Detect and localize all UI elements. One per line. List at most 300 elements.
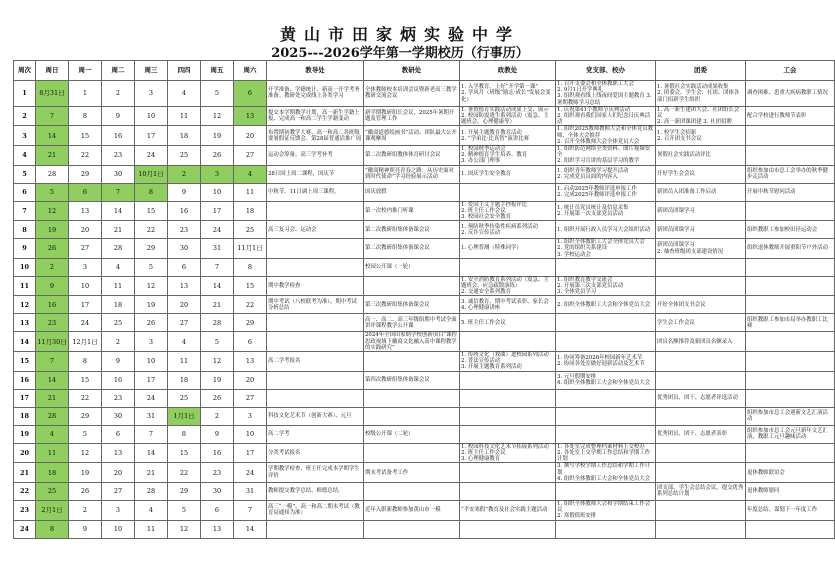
day-cell: 12 [135, 276, 168, 296]
table-row [14, 239, 835, 259]
day-cell: 26 [201, 389, 234, 407]
day-cell: 3 [201, 165, 234, 183]
dangzhi-cell: 1. 协同筹备2026年校园新年艺术节 2. 协同各处室做好迎新活动及艺术节 [556, 352, 656, 372]
gonghui-cell [746, 371, 835, 389]
jiaoyan-cell: 第四次教研组集体备课会议 [364, 371, 460, 389]
day-cell: 11 [168, 352, 201, 372]
table-row [14, 389, 835, 407]
table-row [14, 106, 835, 126]
tuanwei-cell [656, 407, 746, 425]
tuanwei-cell: 新团员入团准备工作启动 [656, 183, 746, 201]
day-cell: 5 [135, 258, 168, 276]
tuanwei-cell: 1. 高一新生建团大会、社团组长会议 2. 高一新团课团建 3. 社团招聘 [656, 106, 746, 126]
week-number: 13 [14, 314, 36, 332]
table-row [14, 425, 835, 443]
jiaoyan-cell [364, 520, 460, 538]
table-row [14, 81, 835, 107]
day-cell: 15 [69, 371, 102, 389]
dangzhi-cell: 3. 撰写学校学期工作总结和学期工作计划 4. 组织全体教职工大会和全体党员大会 [556, 463, 656, 483]
table-row [14, 352, 835, 372]
dangzhi-cell [556, 314, 656, 332]
gonghui-cell: 调查困难、患重大疾病教职工情况 [746, 81, 835, 107]
day-cell: 25 [168, 146, 201, 166]
day-cell: 8 [36, 520, 69, 538]
day-cell: 13 [201, 520, 234, 538]
week-number: 2 [14, 106, 36, 126]
day-cell: 11月30日 [36, 332, 69, 352]
table-row [14, 258, 835, 276]
tuanwei-cell: 新团员团课学习 2. 抽查班级团支部建设情况 [656, 239, 746, 259]
gonghui-cell: 开展中秋节慰问活动 [746, 183, 835, 201]
calendar-table [13, 60, 835, 539]
zhengjiao-cell: 1. 国庆学生安全教育 [460, 165, 556, 183]
day-cell: 31 [135, 407, 168, 425]
day-cell: 16 [168, 201, 201, 221]
jiaoyan-cell: 校园公开课（一轮） [364, 258, 460, 276]
gonghui-cell [746, 520, 835, 538]
day-cell: 14 [102, 201, 135, 221]
dangzhi-cell: 1. 各处室完成整理档案材料上交校办 2. 各处室上交学期工作总结和学期工作计划 [556, 443, 656, 463]
day-cell: 23 [102, 146, 135, 166]
day-cell: 14 [36, 126, 69, 146]
day-cell: 11 [36, 443, 69, 463]
day-cell: 14 [36, 371, 69, 389]
day-cell: 15 [234, 276, 267, 296]
day-cell: 17 [135, 371, 168, 389]
column-header: 周日 [36, 61, 69, 81]
zhengjiao-cell: 1. 暑假德育实践活动成果上交、展示 2. 校园防震逃生系列活动（震急、主题班会、心理健康等） [460, 106, 556, 126]
day-cell: 9 [201, 425, 234, 443]
dangzhi-cell: 1. 召开支委会和全体教职工大会 2. 9月1日开学典礼 3. 组织观看线上线夜间爱国主题教育 3. 暑期教师学习总结 [556, 81, 656, 107]
table-row [14, 500, 835, 520]
day-cell: 9 [102, 106, 135, 126]
zhengjiao-cell [460, 463, 556, 483]
jiaoyan-cell: 第二次教研组集体备课会议 [364, 221, 460, 239]
day-cell: 12 [36, 201, 69, 221]
day-cell: 4 [168, 332, 201, 352]
day-cell: 5 [168, 500, 201, 520]
day-cell: 28 [36, 407, 69, 425]
week-number: 23 [14, 500, 36, 520]
tuanwei-cell [656, 500, 746, 520]
zhengjiao-cell: 3. 诚信教育、期中考试表彰、家长会 4. 心理健康讲座 [460, 296, 556, 314]
table-row [14, 221, 835, 239]
day-cell: 13 [102, 443, 135, 463]
day-cell: 22 [69, 146, 102, 166]
zhengjiao-cell: 1. 入学教育，上好“开学第一课” 2. 学风月（班级“励志·成长”发展会变化） [460, 81, 556, 107]
zhengjiao-cell: 1. 开展主题教育教育活动 2. “学弟比·比真智”演讲比赛 [460, 126, 556, 146]
table-row [14, 407, 835, 425]
day-cell: 25 [168, 389, 201, 407]
day-cell: 26 [135, 314, 168, 332]
column-header: 周三 [135, 61, 168, 81]
day-cell: 12 [69, 443, 102, 463]
day-cell: 17 [135, 126, 168, 146]
zhengjiao-cell: “平安寒假”教育及社会实践主题活动 [460, 500, 556, 520]
jiaoyan-cell [364, 443, 460, 463]
dangzhi-cell [556, 482, 656, 500]
column-header: 教研处 [364, 61, 460, 81]
tuanwei-cell: 学生会工作会议 [656, 314, 746, 332]
day-cell: 18 [168, 126, 201, 146]
day-cell: 6 [102, 425, 135, 443]
dangzhi-cell: 1. 统计员党员统计及信息采集 2. 开展第一次支部党员活动 [556, 201, 656, 221]
week-number: 6 [14, 183, 36, 201]
dangzhi-cell: 1. 组织青年教师学习提升活动 2. 完成党员员面的内容入 [556, 165, 656, 183]
day-cell: 27 [234, 389, 267, 407]
dangzhi-cell [556, 520, 656, 538]
day-cell: 7 [36, 352, 69, 372]
tuanwei-cell: 新团员团课学习 [656, 201, 746, 221]
gonghui-cell [746, 201, 835, 221]
day-cell: 20 [168, 296, 201, 314]
day-cell: 3 [135, 81, 168, 107]
zhengjiao-cell [460, 520, 556, 538]
jiaodao-cell [267, 389, 364, 407]
day-cell: 12月1日 [69, 332, 102, 352]
day-cell: 6 [201, 500, 234, 520]
dangzhi-cell: 1. 庆祝第41个教师节庆典活动 2. 组织观看我们国家人们纪念日庆典活动 [556, 106, 656, 126]
tuanwei-cell: 开好学生会会议 [656, 165, 746, 183]
day-cell: 19 [36, 221, 69, 239]
tuanwei-cell: 1. 暑假社会实践活动成果收集 2. 团委会、学生会、社团、团体各部门招新学生组织 [656, 81, 746, 107]
tuanwei-cell [656, 371, 746, 389]
day-cell: 11 [234, 183, 267, 201]
day-cell: 25 [234, 221, 267, 239]
jiaodao-cell [267, 258, 364, 276]
jiaodao-cell: 期中考试（八校联考为准）、期中考试分析总结 [267, 296, 364, 314]
table-row [14, 201, 835, 221]
day-cell: 2 [102, 81, 135, 107]
day-cell: 6 [234, 81, 267, 107]
column-header: 政教处 [460, 61, 556, 81]
week-number: 24 [14, 520, 36, 538]
week-number: 22 [14, 482, 36, 500]
zhengjiao-cell: 1. 校园科技文化艺术节拓展系列活动 2. 班主任工作会议 3. 心理健康教育 [460, 443, 556, 463]
day-cell: 4 [102, 258, 135, 276]
gonghui-cell: 年度总结、谋划下一年度工作 [746, 500, 835, 520]
week-number: 10 [14, 258, 36, 276]
zhengjiao-cell [460, 258, 556, 276]
column-header: 周二 [102, 61, 135, 81]
dangzhi-cell [556, 407, 656, 425]
day-cell: 6 [234, 332, 267, 352]
dangzhi-cell: 1. 组织全体教师大会和学期结束工作会议 2. 寒假值班安排 [556, 500, 656, 520]
jiaodao-cell: 高三复习会、运动会 [267, 221, 364, 239]
day-cell: 29 [69, 165, 102, 183]
table-row [14, 296, 835, 314]
day-cell: 9 [36, 276, 69, 296]
gonghui-cell: 组织退休教师开展重阳节户外活动 [746, 239, 835, 259]
jiaodao-cell: 教师提交教学总结、师德总结。 [267, 482, 364, 500]
jiaodao-cell: 中秋节、11日调上周三课程。 [267, 183, 364, 201]
gonghui-cell [746, 296, 835, 314]
day-cell: 21 [102, 221, 135, 239]
day-cell: 29 [135, 239, 168, 259]
day-cell: 24 [69, 314, 102, 332]
dangzhi-cell: 1. 组织防范网络全类资料、图片视频安全 2. 组织学习宣讲的基层学习的教学 [556, 146, 656, 166]
day-cell: 5 [69, 425, 102, 443]
day-cell: 10 [135, 106, 168, 126]
jiaoyan-cell: 期末考试备考工作 [364, 463, 460, 483]
week-number: 7 [14, 201, 36, 221]
table-row [14, 146, 835, 166]
day-cell: 31 [201, 239, 234, 259]
table-row [14, 126, 835, 146]
column-header: 团委 [656, 61, 746, 81]
table-row [14, 371, 835, 389]
day-cell: 31 [234, 482, 267, 500]
week-number: 17 [14, 389, 36, 407]
column-header: 工会 [746, 61, 835, 81]
day-cell: 2月1日 [36, 500, 69, 520]
column-header: 四四 [168, 61, 201, 81]
week-number: 16 [14, 371, 36, 389]
jiaoyan-cell: 第二次教研组集体备课会议 [364, 239, 460, 259]
jiaoyan-cell: 高一、高二、高三年级组期中考试全面讲评课程教学公开课 [364, 314, 460, 332]
week-number: 19 [14, 425, 36, 443]
gonghui-cell: 退休教师慰问 [746, 482, 835, 500]
column-header: 周次 [14, 61, 36, 81]
day-cell: 26 [69, 482, 102, 500]
day-cell: 30 [102, 407, 135, 425]
zhengjiao-cell: 1. 爱国主义主题手抄报评比 2. 班主任工作会议 3. 校园社会安全教育 [460, 201, 556, 221]
jiaoyan-cell: “徽商精神照亮青春之路：从历史面对到时代使命”学习经验展示活动 [364, 165, 460, 183]
table-row [14, 520, 835, 538]
jiaodao-cell: 开学准备、学籍统计、新高一开学考务准备。教研处完成线上各类学习 [267, 81, 364, 107]
day-cell: 16 [102, 126, 135, 146]
day-cell: 28 [201, 314, 234, 332]
dangzhi-cell [556, 332, 656, 352]
day-cell: 15 [69, 126, 102, 146]
day-cell: 14 [135, 443, 168, 463]
day-cell: 8 [69, 106, 102, 126]
day-cell: 11 [102, 276, 135, 296]
day-cell: 2 [102, 332, 135, 352]
tuanwei-cell [656, 276, 746, 296]
day-cell: 19 [135, 296, 168, 314]
day-cell: 22 [69, 389, 102, 407]
day-cell: 28 [102, 239, 135, 259]
jiaoyan-cell: 2024年全国田家炳学校创新项目“课程思政视域下徽商文化融入高中课程教学的实践研究” [364, 332, 460, 352]
dangzhi-cell: 1. 组织全体教职工大会全体党员大会 2. 党的组织关系建设 3. 学校运动会 [556, 239, 656, 259]
day-cell: 3 [234, 407, 267, 425]
table-row [14, 463, 835, 483]
day-cell: 11 [135, 520, 168, 538]
day-cell: 13 [234, 352, 267, 372]
day-cell: 10 [135, 352, 168, 372]
day-cell: 17 [234, 443, 267, 463]
zhengjiao-cell [460, 425, 556, 443]
gonghui-cell [746, 258, 835, 276]
jiaodao-cell: 高三“一模”、高一和高二期末考试（教育局通知为准） [267, 500, 364, 520]
tuanwei-cell: 新团员团课学习 [656, 221, 746, 239]
day-cell: 19 [69, 463, 102, 483]
school-name: 黄山市田家炳实验中学 [279, 25, 520, 44]
day-cell: 9 [168, 183, 201, 201]
calendar-title: 2025---2026学年第一学期校历（行事历） [271, 46, 529, 61]
day-cell: 25 [36, 482, 69, 500]
week-number: 14 [14, 332, 36, 352]
table-row [14, 165, 835, 183]
jiaoyan-cell: “徽商道德绘画书”活动、团队最大公开课观摩周 [364, 126, 460, 146]
jiaodao-cell [267, 332, 364, 352]
day-cell: 13 [234, 106, 267, 126]
zhengjiao-cell [460, 332, 556, 352]
day-cell: 12 [168, 520, 201, 538]
day-cell: 17 [69, 296, 102, 314]
day-cell: 29 [168, 482, 201, 500]
zhengjiao-cell [460, 407, 556, 425]
day-cell: 23 [201, 463, 234, 483]
day-cell: 8 [135, 183, 168, 201]
day-cell: 18 [36, 463, 69, 483]
week-number: 1 [14, 81, 36, 107]
day-cell: 7 [102, 183, 135, 201]
day-cell: 8 [234, 258, 267, 276]
gonghui-cell: 组织教职工参加校田径运动会 [746, 221, 835, 239]
zhengjiao-cell: 1. 传统文化（戏曲）进校园系列活动 2. 普法宣传活动 3. 开展主题教育系列活动 [460, 352, 556, 372]
jiaodao-cell: 布置期初教学大赛、高一和高二各班级要暑假证反馈会、第28届普通话推广周 [267, 126, 364, 146]
table-row [14, 183, 835, 201]
day-cell: 28 [135, 482, 168, 500]
day-cell: 10月1日 [135, 165, 168, 183]
day-cell: 16 [102, 371, 135, 389]
jiaodao-cell: 期中教学检查 [267, 276, 364, 296]
day-cell: 10 [234, 425, 267, 443]
day-cell: 15 [135, 201, 168, 221]
tuanwei-cell [656, 520, 746, 538]
day-cell: 9 [69, 520, 102, 538]
zhengjiao-cell [460, 183, 556, 201]
week-number: 21 [14, 463, 36, 483]
column-header: 周一 [69, 61, 102, 81]
jiaodao-cell: 提交本学期教学计划，高一新生学籍上报、完成高一和高二学生学籍变动 [267, 106, 364, 126]
day-cell: 2 [201, 407, 234, 425]
tuanwei-cell: 开好全体团支书会议 [656, 296, 746, 314]
day-cell: 24 [234, 463, 267, 483]
day-cell: 27 [69, 239, 102, 259]
day-cell: 19 [201, 126, 234, 146]
jiaoyan-cell: 第三次教研组集体备课会议 [364, 296, 460, 314]
day-cell: 12 [201, 352, 234, 372]
tuanwei-cell: 团支部、学生会总结会议，提交优秀系列总结计划 [656, 482, 746, 500]
day-cell: 16 [201, 443, 234, 463]
table-row [14, 314, 835, 332]
gonghui-cell: 组织参加由市总工会举办的秋季健步走活动 [746, 165, 835, 183]
jiaodao-cell: 高二学考报名 [267, 352, 364, 372]
gonghui-cell [746, 389, 835, 407]
tuanwei-cell: 优秀团员、团干、志愿者评选活动 [656, 389, 746, 407]
day-cell: 11 [168, 106, 201, 126]
dangzhi-cell: 1. 组织教育教学交流会 2. 开展第三次支部党员活动 3. 全体党员学习 [556, 276, 656, 296]
day-cell: 4 [135, 500, 168, 520]
day-cell: 22 [168, 463, 201, 483]
day-cell: 7 [201, 258, 234, 276]
jiaodao-cell: 学期教学检查、班主任完成本学期学生评价 [267, 463, 364, 483]
day-cell: 4 [168, 81, 201, 107]
column-header: 周六 [234, 61, 267, 81]
week-number: 15 [14, 352, 36, 372]
day-cell: 23 [102, 389, 135, 407]
day-cell: 8 [69, 352, 102, 372]
zhengjiao-cell: 1. 安全消防教育系列活动（震急、主题班会、应急疏散演练） 2. 交通安全系列教育 [460, 276, 556, 296]
tuanwei-cell [656, 443, 746, 463]
day-cell: 12 [201, 106, 234, 126]
zhengjiao-cell: 1. 校园秋季运动会 2. 精神德育学生培养、教育 3. 办公部门理事 [460, 146, 556, 166]
gonghui-cell: 组织教职工参加市局举办教职工比赛 [746, 314, 835, 332]
day-cell: 6 [168, 258, 201, 276]
jiaodao-cell: 高二学考 [267, 425, 364, 443]
day-cell: 7 [234, 500, 267, 520]
day-cell: 8 [168, 425, 201, 443]
gonghui-cell [746, 126, 835, 146]
jiaodao-cell [267, 239, 364, 259]
day-cell: 14 [201, 276, 234, 296]
zhengjiao-cell: 1. 预防秋季传染性疾病系列活动 2. 反诈宣传活动 [460, 221, 556, 239]
jiaodao-cell [267, 201, 364, 221]
tuanwei-cell: 优秀团员、团干、志愿者表彰 [656, 425, 746, 443]
dangzhi-cell [556, 389, 656, 407]
day-cell: 7 [135, 425, 168, 443]
day-cell: 19 [201, 371, 234, 389]
jiaodao-cell [267, 314, 364, 332]
day-cell: 6 [69, 183, 102, 201]
jiaodao-cell: 分类考试报名 [267, 443, 364, 463]
jiaodao-cell: 科技文化艺术节（创新大赛）、元旦 [267, 407, 364, 425]
day-cell: 10 [69, 276, 102, 296]
jiaoyan-cell [364, 407, 460, 425]
day-cell: 23 [168, 221, 201, 239]
zhengjiao-cell [460, 482, 556, 500]
jiaoyan-cell [364, 352, 460, 372]
day-cell: 27 [234, 146, 267, 166]
gonghui-cell [746, 352, 835, 372]
tuanwei-cell: 团员名额推荐及新团员名额录入 [656, 332, 746, 352]
week-number: 4 [14, 146, 36, 166]
dangzhi-cell: 1. 组织开展行政人员学习大会组织活动 [556, 221, 656, 239]
day-cell: 1 [69, 81, 102, 107]
dangzhi-cell [556, 425, 656, 443]
day-cell: 27 [102, 482, 135, 500]
day-cell: 20 [102, 463, 135, 483]
day-cell: 15 [168, 443, 201, 463]
week-number: 11 [14, 276, 36, 296]
day-cell: 21 [135, 463, 168, 483]
week-number: 12 [14, 296, 36, 314]
gonghui-cell [746, 443, 835, 463]
column-header: 党支部、校办 [556, 61, 656, 81]
dangzhi-cell: 3. 元旦假期安排 4. 组织全体教职工大会和全体党员大会 [556, 371, 656, 389]
gonghui-cell: 退休教师联谊会 [746, 463, 835, 483]
jiaodao-cell: 运动会筹备、高三学考补考 [267, 146, 364, 166]
day-cell: 8月31日 [36, 81, 69, 107]
gonghui-cell: 组织参加市总工会迎新文艺汇演活动 [746, 407, 835, 425]
column-header: 周五 [201, 61, 234, 81]
day-cell: 18 [234, 201, 267, 221]
day-cell: 14 [234, 520, 267, 538]
day-cell: 26 [36, 239, 69, 259]
table-row [14, 443, 835, 463]
day-cell: 1月1日 [168, 407, 201, 425]
day-cell: 20 [234, 371, 267, 389]
day-cell: 2 [168, 165, 201, 183]
day-cell: 4 [36, 425, 69, 443]
dangzhi-cell [556, 258, 656, 276]
jiaoyan-cell: 近年入职新教师参加黄山市一模 [364, 500, 460, 520]
day-cell: 22 [234, 296, 267, 314]
week-number: 20 [14, 443, 36, 463]
